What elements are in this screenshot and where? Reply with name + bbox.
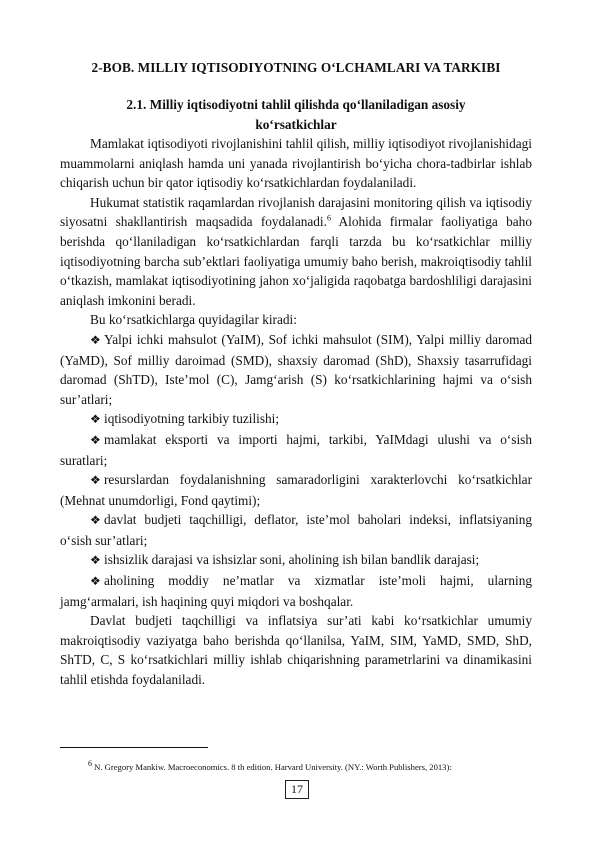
diamond-bullet-icon: ❖ [90, 432, 101, 447]
section-title-line1: 2.1. Milliy iqtisodiyotni tahlil qilishda qo‘llaniladigan asosiy [126, 97, 466, 112]
paragraph-conclusion: Davlat budjeti taqchilligi va inflatsiya sur’ati kabi ko‘rsatkichlar umumiy makroiqtisodiy vaziyatga baho berishda qo‘llanilsa, YaIM, SIM, YaMD, SMD, ShD, ShTD, C, S ko‘rsatkichlari milliy ishlab chiqarishning parametrlarini va dinamikasini tahlil etishda foydalaniladi. [60, 613, 532, 688]
list-item-text: ishsizlik darajasi va ishsizlar soni, aholining ish bilan bandlik darajasi; [104, 552, 480, 568]
diamond-bullet-icon: ❖ [90, 513, 101, 528]
list-item [60, 550, 532, 571]
chapter-title: 2-BOB. MILLIY IQTISODIYOTNING O‘LCHAMLARI VA TARKIBI [91, 60, 501, 75]
section-title [60, 95, 532, 134]
page-number: 17 [285, 780, 309, 799]
paragraph-intro: Mamlakat iqtisodiyoti rivojlanishini tahlil qilish, milliy iqtisodiyot rivojlanishidagi muammolarni aniqlash hamda uni yanada rivojlantirish bo‘yicha chora-tadbirlar ishlab chiqarish uchun bir qator iqtisodiy ko‘rsatkichlardan foydalaniladi. [60, 136, 532, 191]
list-item-text: davlat budjeti taqchilligi, deflator, iste’mol baholari indeksi, inflatsiyaning o‘sish sur’atlari; [60, 512, 532, 548]
list-item [60, 571, 532, 611]
diamond-bullet-icon: ❖ [90, 553, 101, 568]
list-item [60, 409, 532, 430]
paragraph-government-text-b: Alohida firmalar faoliyatiga baho berishda qo‘llaniladigan ko‘rsatkichlardan farqli tarzda bu ko‘rsatkichlar milliy iqtisodiyotning barcha sub’ektlari faoliyatiga umumiy baho berish, makroiqtisodiy tahlil o‘tkazish, mamlakat iqtisodiyotining jahon xo‘jaligida raqobatga bardoshliligi darajasini aniqlash imkonini beradi. [60, 214, 532, 308]
footnote [88, 759, 548, 772]
footnote-reference: 6 [326, 213, 331, 223]
list-item-text: resurslardan foydalanishning samaradorligini xarakterlovchi ko‘rsatkichlar (Mehnat unumdorligi, Fond qaytimi); [60, 472, 532, 508]
diamond-bullet-icon: ❖ [90, 473, 101, 488]
paragraph-government-text-a: Hukumat statistik raqamlardan rivojlanish darajasini monitoring qilish va iqtisodiy siyosatni shakllantirish maqsadida foydalanadi. [60, 194, 532, 230]
diamond-bullet-icon: ❖ [90, 332, 101, 347]
list-item [60, 430, 532, 470]
list-item [60, 330, 532, 409]
body-text [60, 134, 532, 690]
list-item [60, 510, 532, 550]
list-item-text: iqtisodiyotning tarkibiy tuzilishi; [104, 411, 280, 427]
footnote-text: N. Gregory Mankiw. Macroeconomics. 8 th edition. Harvard University. (NY.: Worth Publishers, 2013): [92, 762, 452, 772]
diamond-bullet-icon: ❖ [90, 574, 101, 589]
list-item-text: mamlakat eksporti va importi hajmi, tarkibi, YaIMdagi ulushi va o‘sish suratlari; [60, 431, 532, 468]
diamond-bullet-icon: ❖ [90, 412, 101, 427]
footnote-divider [60, 747, 208, 748]
paragraph-list-intro: Bu ko‘rsatkichlarga quyidagilar kiradi: [90, 312, 297, 328]
list-item-text: Yalpi ichki mahsulot (YaIM), Sof ichki mahsulot (SIM), Yalpi milliy daromad (YaMD), Sof milliy daroimad (SMD), shaxsiy daromad (ShD), Shaxsiy tasarrufidagi daromad (ShTD), Iste’mol (C), Jamg‘arish (S) ko‘rsatkichlarining hajmi va o‘sish sur’atlari; [60, 331, 532, 407]
list-item [60, 470, 532, 510]
footnote-number: 6 [88, 759, 92, 769]
section-title-line2: ko‘rsatkichlar [255, 116, 337, 132]
list-item-text: aholining moddiy ne’matlar va xizmatlar iste’moli hajmi, ularning jamg‘armalari, ish haqining quyi miqdori va boshqalar. [60, 573, 532, 609]
paragraph-government [60, 193, 532, 311]
